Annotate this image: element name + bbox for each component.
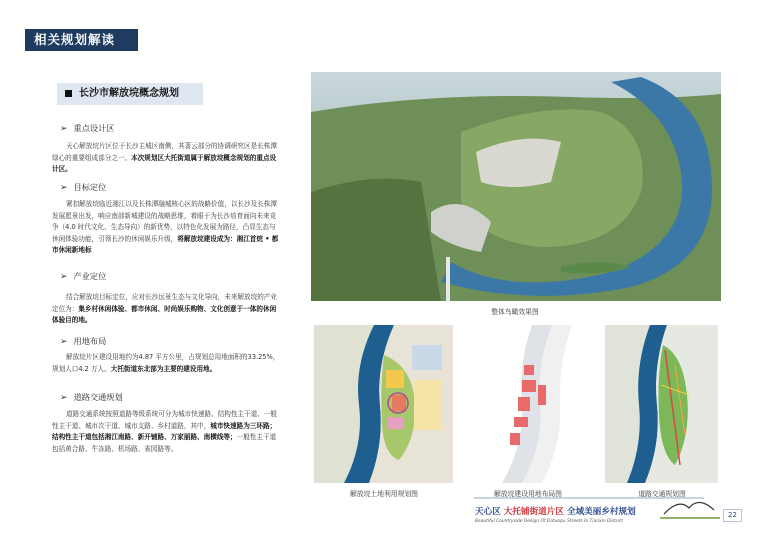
chevron-right-icon: ➢	[60, 272, 68, 282]
section-title	[57, 83, 203, 105]
chevron-right-icon: ➢	[60, 337, 68, 347]
landuse-plan-image	[314, 325, 453, 483]
construction-layout-image	[462, 325, 595, 483]
paragraph-industry: 结合解放垸目标定位，应对长沙远景生态与文化导向，未来解放垸的产业定位为：集乡村休闲体验、都市休闲、时尚娱乐购物、文化创意于一体的休闲体验目的地。	[52, 293, 277, 325]
paragraph-key-area: 天心解放垸片区位于长沙主城区南侧，其著云部分的协调研究区是长株潭绿心的重要组成部分之一。本次规划区大托街道属于解放垸概念规划的重点设计区。	[52, 142, 277, 174]
caption-construction: 解放垸建设用地布局图	[494, 490, 562, 498]
chevron-right-icon: ➢	[60, 124, 68, 134]
caption-traffic: 道路交通规划图	[638, 490, 686, 498]
item-heading-landuse: ➢ 用地布局	[60, 336, 107, 347]
section-title-text: 长沙市解放垸概念规划	[79, 88, 179, 99]
footer-subtitle: Beautiful Countryside Design Of Datuopu Streets In Tianxin District	[475, 519, 623, 524]
item-heading-target: ➢ 目标定位	[60, 182, 107, 193]
item-heading-industry: ➢ 产业定位	[60, 271, 107, 282]
footer-title: 天心区 大托铺街道片区 全域美丽乡村规划	[475, 507, 636, 517]
item-heading-key-area: ➢ 重点设计区	[60, 123, 115, 134]
page-section-tag: 相关规划解读	[25, 29, 138, 51]
chevron-right-icon: ➢	[60, 393, 68, 403]
caption-aerial: 整体鸟瞰效果图	[491, 308, 539, 316]
paragraph-traffic: 道路交通系统按照道路等级系统可分为城市快速路、结构性主干道、一般性主干道、城市次干道、城市支路、乡村道路，其中，城市快速路为三环路；结构性主干道包括湘江南路、新开铺路、万家丽路、南横线等；一般性主干道包括黄合路、牛冻路、机场路、雀园路等。	[52, 410, 277, 453]
aerial-view-image	[311, 72, 721, 301]
paragraph-target: 紧扣解放垸临近湘江以及长株潭融城核心区的战略价值，以长沙及长株潭发展愿景出发，响应南部新城建设的战略思维，着眼于为长沙培育面向未来竞争（4.0 时代文化、生态导向）的新优势，以特色化发展为路径，凸显生态与休闲体验功能，引领长沙的休闲娱乐升级，将解放垸建设成为：湘江首烷 • 都市休闲新地标	[52, 200, 279, 255]
chevron-right-icon: ➢	[60, 183, 68, 193]
paragraph-landuse: 解放垸片区建设用地约为4.87 平方公里，占规划总用地面积的33.25%，规划人口4.2 万人。大托街道东北部为主要的建设用地。	[52, 353, 280, 373]
item-heading-traffic: ➢ 道路交通规划	[60, 392, 123, 403]
traffic-plan-image	[605, 325, 718, 483]
caption-landuse: 解放垸土地利用规划图	[350, 490, 418, 498]
square-icon	[65, 90, 72, 97]
page-number: 22	[723, 509, 742, 522]
